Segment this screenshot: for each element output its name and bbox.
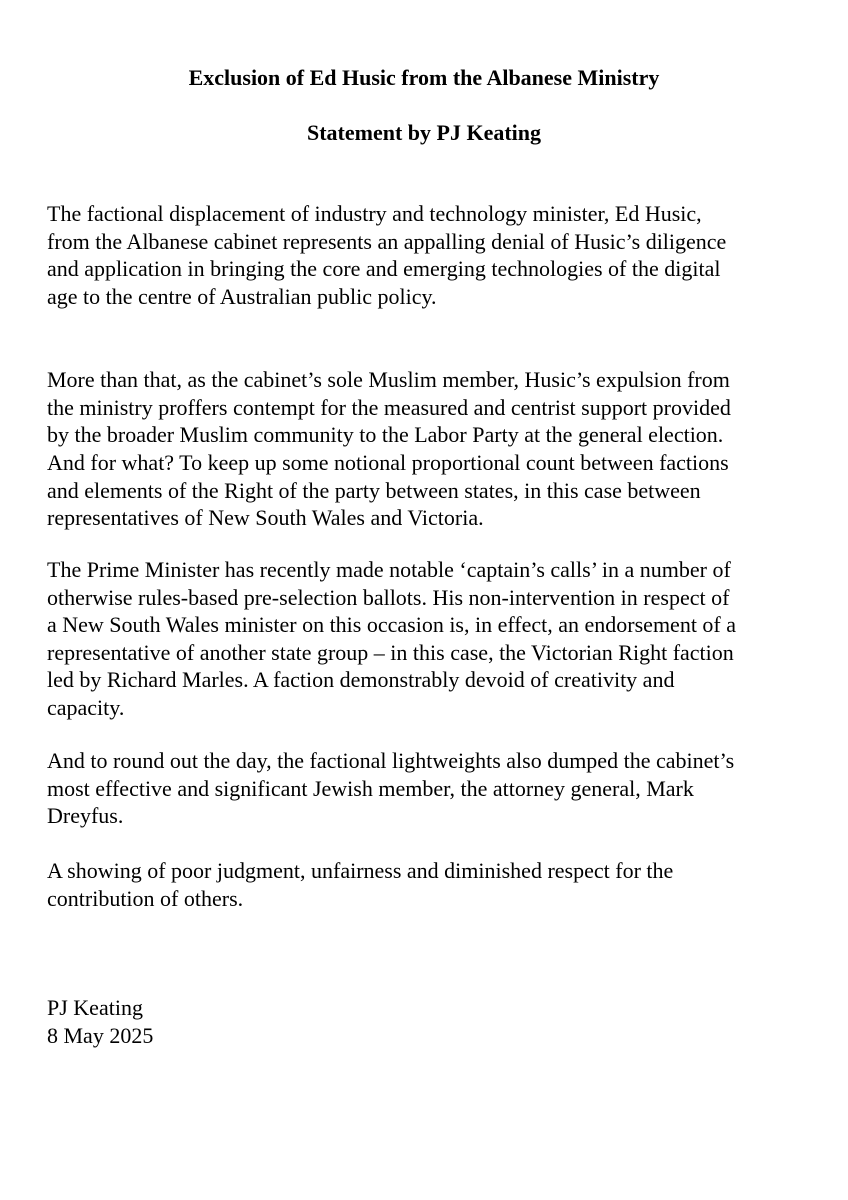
document-subtitle: Statement by PJ Keating — [306, 120, 542, 145]
paragraph-line: capacity. — [47, 694, 125, 720]
paragraph-line: And for what? To keep up some notional proportional count between factions — [47, 450, 729, 475]
paragraph-3 — [47, 449, 827, 532]
paragraph-line: The Prime Minister has recently made notable ‘captain’s calls’ in a number of — [47, 557, 731, 582]
paragraph-line: a New South Wales minister on this occasion is, in effect, an endorsement of a — [47, 612, 737, 638]
paragraph-line: from the Albanese cabinet represents an appalling denial of Husic’s diligence — [47, 228, 727, 254]
paragraph-line: representative of another state group – in this case, the Victorian Right faction — [47, 639, 734, 665]
signoff-name: PJ Keating — [47, 995, 143, 1020]
paragraph-line: A showing of poor judgment, unfairness and diminished respect for the — [47, 858, 674, 883]
paragraph-line: And to round out the day, the factional lightweights also dumped the cabinet’s — [47, 748, 735, 773]
paragraph-2 — [47, 366, 827, 449]
paragraph-line: The factional displacement of industry and technology minister, Ed Husic, — [47, 201, 702, 226]
signoff-date: 8 May 2025 — [47, 1022, 154, 1048]
paragraph-line: by the broader Muslim community to the Labor Party at the general election. — [47, 422, 724, 448]
paragraph-line: and application in bringing the core and emerging technologies of the digital — [47, 256, 721, 282]
document-title: Exclusion of Ed Husic from the Albanese Ministry — [188, 65, 660, 90]
paragraph-line: contribution of others. — [47, 885, 244, 911]
paragraph-4 — [47, 556, 827, 722]
paragraph-line: and elements of the Right of the party between states, in this case between — [47, 477, 701, 503]
paragraph-1 — [47, 200, 827, 310]
paragraph-line: most effective and significant Jewish member, the attorney general, Mark — [47, 775, 694, 801]
paragraph-line: age to the centre of Australian public policy. — [47, 283, 437, 309]
paragraph-line: Dreyfus. — [47, 803, 124, 829]
paragraph-6 — [47, 857, 827, 912]
paragraph-line: the ministry proffers contempt for the measured and centrist support provided — [47, 394, 731, 420]
signoff — [47, 994, 153, 1049]
paragraph-line: More than that, as the cabinet’s sole Muslim member, Husic’s expulsion from — [47, 367, 730, 392]
paragraph-5 — [47, 747, 827, 830]
paragraph-line: representatives of New South Wales and Victoria. — [47, 505, 484, 531]
paragraph-line: led by Richard Marles. A faction demonstrably devoid of creativity and — [47, 667, 675, 693]
paragraph-line: otherwise rules-based pre-selection ballots. His non-intervention in respect of — [47, 584, 730, 610]
